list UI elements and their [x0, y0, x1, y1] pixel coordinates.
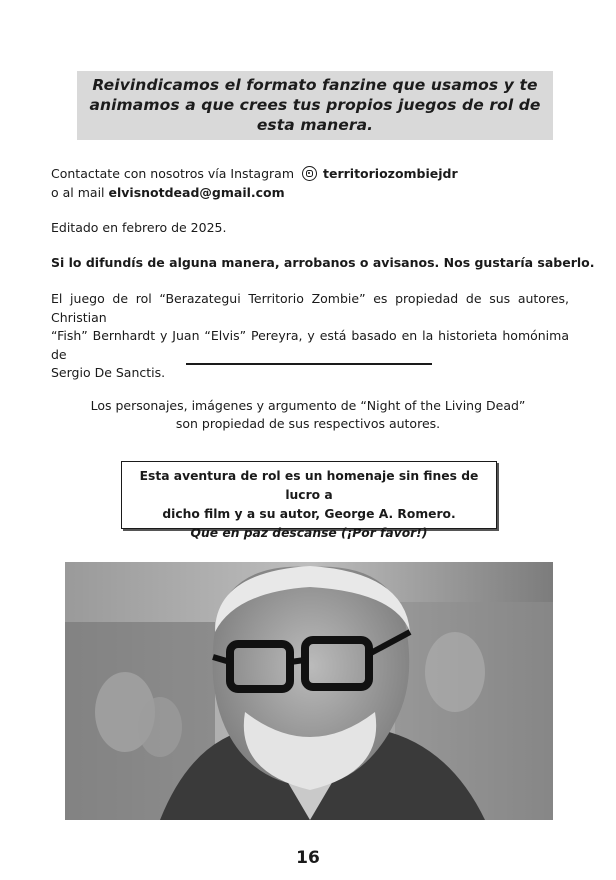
- portrait-photo: [65, 562, 553, 820]
- page-number: 16: [296, 848, 320, 868]
- tribute-line-1: Esta aventura de rol es un homenaje sin fines de lucro a: [139, 469, 479, 502]
- share-note: Si lo difundís de alguna manera, arrobanos o avisanos. Nos gustaría saberlo.: [51, 255, 595, 270]
- rights-line-2: “Fish” Bernhardt y Juan “Elvis” Pereyra, y está basado en la historieta homónima de: [51, 328, 569, 362]
- mail-line: [51, 183, 571, 202]
- contact-info: [51, 164, 571, 202]
- credits-line-2: son propiedad de sus respectivos autores.: [175, 416, 441, 431]
- rights-line-1: El juego de rol “Berazategui Territorio Zombie” es propiedad de sus autores, Christian: [51, 291, 569, 325]
- tribute-box: [121, 461, 497, 540]
- rights-line-3: Sergio De Sanctis.: [51, 365, 166, 380]
- banner-line-1: Reivindicamos el formato fanzine que usamos y te: [92, 76, 538, 94]
- portrait-illustration: [65, 562, 553, 820]
- mail-address[interactable]: elvisnotdead@gmail.com: [108, 185, 285, 200]
- tribute-line-3: Que en paz descanse (¡Por favor!): [190, 526, 428, 540]
- instagram-prefix: Contactate con nosotros vía Instagram: [51, 166, 294, 181]
- mail-prefix: o al mail: [51, 185, 105, 200]
- divider-line: [186, 363, 432, 365]
- instagram-handle[interactable]: territoriozombiejdr: [323, 166, 458, 181]
- rights-paragraph: [51, 290, 569, 383]
- credits-paragraph: [60, 397, 556, 433]
- banner-line-2: animamos a que crees tus propios juegos de rol de: [89, 96, 541, 114]
- tribute-line-2: dicho film y a su autor, George A. Romero.: [162, 507, 456, 521]
- credits-line-1: Los personajes, imágenes y argumento de “Night of the Living Dead”: [90, 398, 526, 413]
- banner-line-3: esta manera.: [256, 116, 374, 134]
- instagram-line: [51, 164, 571, 183]
- edition-date: Editado en febrero de 2025.: [51, 220, 227, 235]
- header-banner: [77, 71, 553, 140]
- instagram-icon: [302, 166, 317, 181]
